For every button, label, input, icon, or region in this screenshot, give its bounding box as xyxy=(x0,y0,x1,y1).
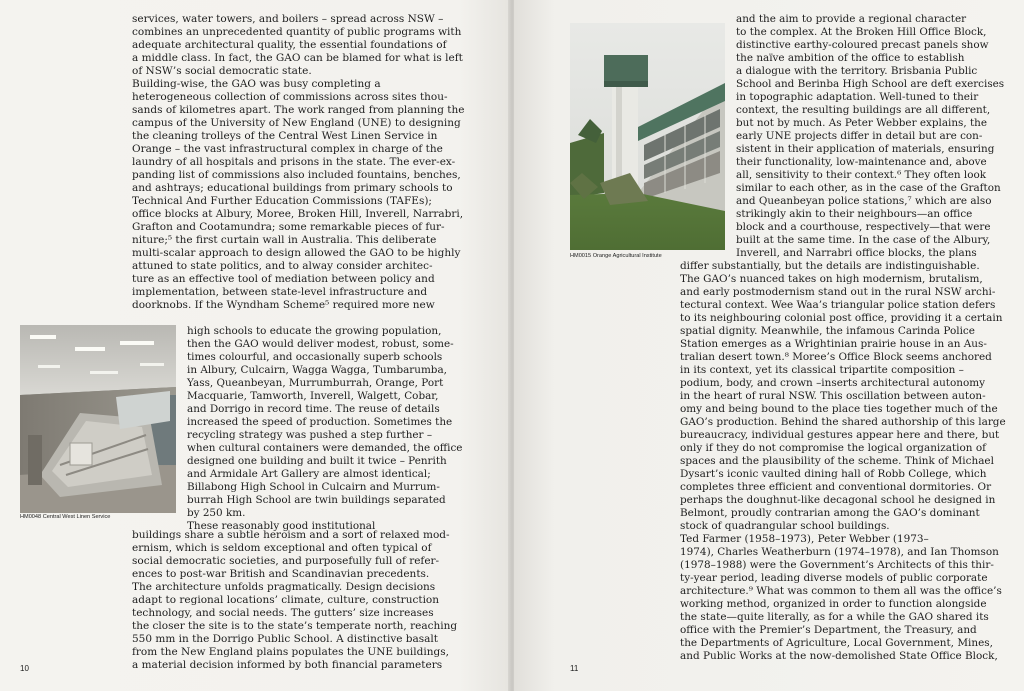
text-line: their functionality, low-maintenance and, above xyxy=(736,156,987,168)
text-line: increased the speed of production. Sometimes the xyxy=(187,416,453,428)
text-line: The architecture unfolds pragmatically. Design decisions xyxy=(132,581,436,593)
text-line: designed one building and built it twice – Penrith xyxy=(187,455,447,467)
text-line: Billabong High School in Culcairn and Murrum- xyxy=(187,481,440,493)
text-line: Yass, Queanbeyan, Murrumburrah, Orange, Port xyxy=(187,377,444,389)
text-line: Station emerges as a Wrightinian prairie house in an Aus- xyxy=(680,338,987,350)
text-line: School and Berinba High School are deft exercises xyxy=(736,78,1005,90)
text-line: spaces and the plausibility of the scheme. Think of Michael xyxy=(680,455,994,467)
right-figure-caption: HM0015 Orange Agricultural Institute xyxy=(570,253,662,259)
text-line: sands of kilometres apart. The work ranged from planning the xyxy=(132,104,465,116)
text-line: Technical And Further Education Commissions (TAFEs); xyxy=(132,195,432,207)
right-text-column-full xyxy=(680,260,1006,663)
text-line: in Albury, Culcairn, Wagga Wagga, Tumbarumba, xyxy=(187,364,447,376)
text-line: ences to post-war British and Scandinavian precedents. xyxy=(132,568,430,580)
text-line: tralian desert town.⁸ Moree’s Office Block seems anchored xyxy=(680,351,992,363)
left-photo-linen-service xyxy=(20,325,176,513)
text-line: The GAO’s nuanced takes on high modernism, brutalism, xyxy=(680,273,983,285)
text-line: when cultural containers were demanded, the office xyxy=(187,442,463,454)
text-line: in its context, yet its classical tripartite composition – xyxy=(680,364,964,376)
text-line: stock of quadrangular school buildings. xyxy=(680,520,890,532)
text-line: completes three efficient and conventional dormitories. Or xyxy=(680,481,992,493)
text-line: Dysart’s iconic vaulted dining hall of Robb College, which xyxy=(680,468,987,480)
text-line: sistent in their application of materials, ensuring xyxy=(736,143,995,155)
text-line: to its neighbouring colonial post office, providing it a certain xyxy=(680,312,1003,324)
text-line: GAO’s production. Behind the shared authorship of this large xyxy=(680,416,1006,428)
right-photo-agricultural-institute xyxy=(570,23,725,250)
text-line: and Public Works at the now-demolished State Office Block, xyxy=(680,650,998,662)
text-line: from the New England plains populates the UNE buildings, xyxy=(132,646,449,658)
text-line: but not by much. As Peter Webber explains, the xyxy=(736,117,987,129)
right-page xyxy=(514,0,1024,691)
text-line: then the GAO would deliver modest, robust, some- xyxy=(187,338,454,350)
text-line: block and a courthouse, respectively—that were xyxy=(736,221,991,233)
text-line: early UNE projects differ in detail but are con- xyxy=(736,130,983,142)
text-line: attuned to state politics, and to alway consider architec- xyxy=(132,260,433,272)
text-line: distinctive earthy-coloured precast panels show xyxy=(736,39,989,51)
text-line: by 250 km. xyxy=(187,507,246,519)
text-line: campus of the University of New England (UNE) to designing xyxy=(132,117,461,129)
text-line: omy and being bound to the place ties together much of the xyxy=(680,403,998,415)
text-line: and the aim to provide a regional character xyxy=(736,13,967,25)
left-text-column-bottom xyxy=(132,529,457,672)
left-figure-caption: HM0048 Central West Linen Service xyxy=(20,514,111,520)
text-line: tectural context. Wee Waa’s triangular police station defers xyxy=(680,299,996,311)
right-text-column-wrap xyxy=(736,13,1004,260)
agricultural-institute-building-image xyxy=(570,23,725,250)
text-line: ture as an effective tool of mediation between policy and xyxy=(132,273,435,285)
text-line: working method, organized in order to function alongside xyxy=(680,598,987,610)
text-line: the naïve ambition of the office to establish xyxy=(736,52,965,64)
text-line: similar to each other, as in the case of the Grafton xyxy=(736,182,1001,194)
text-line: all, sensitivity to their context.⁶ They often look xyxy=(736,169,987,181)
text-line: These reasonably good institutional xyxy=(187,520,376,532)
text-line: adapt to regional locations’ climate, culture, construction xyxy=(132,594,440,606)
left-page xyxy=(0,0,510,691)
text-line: a material decision informed by both financial parameters xyxy=(132,659,443,671)
text-line: built at the same time. In the case of the Albury, xyxy=(736,234,991,246)
text-line: social democratic societies, and purposefully full of refer- xyxy=(132,555,440,567)
text-line: only if they do not compromise the logical organization of xyxy=(680,442,986,454)
text-line: (1978–1988) were the Government’s Architects of this thir- xyxy=(680,559,994,571)
text-line: spatial dignity. Meanwhile, the infamous Carinda Police xyxy=(680,325,975,337)
text-line: Grafton and Cootamundra; some remarkable pieces of fur- xyxy=(132,221,445,233)
text-line: the Departments of Agriculture, Local Government, Mines, xyxy=(680,637,993,649)
text-line: multi-scalar approach to design allowed the GAO to be highly xyxy=(132,247,461,259)
text-line: Macquarie, Tamworth, Inverell, Walgett, Cobar, xyxy=(187,390,439,402)
text-line: of NSW’s social democratic state. xyxy=(132,65,312,77)
text-line: 1974), Charles Weatherburn (1974–1978), and Ian Thomson xyxy=(680,546,999,558)
text-line: services, water towers, and boilers – spread across NSW – xyxy=(132,13,444,25)
text-line: and Queanbeyan police stations,⁷ which are also xyxy=(736,195,992,207)
text-line: niture;⁵ the first curtain wall in Australia. This deliberate xyxy=(132,234,437,246)
text-line: office blocks at Albury, Moree, Broken Hill, Inverell, Narrabri, xyxy=(132,208,464,220)
text-line: times colourful, and occasionally superb schools xyxy=(187,351,443,363)
text-line: architecture.⁹ What was common to them all was the office’s xyxy=(680,585,1002,597)
text-line: and Armidale Art Gallery are almost identical; xyxy=(187,468,431,480)
text-line: panding list of commissions also included fountains, benches, xyxy=(132,169,461,181)
text-line: to the complex. At the Broken Hill Office Block, xyxy=(736,26,987,38)
text-line: Belmont, proudly contrarian among the GAO’s dominant xyxy=(680,507,980,519)
text-line: high schools to educate the growing population, xyxy=(187,325,442,337)
text-line: bureaucracy, individual gestures appear here and there, but xyxy=(680,429,1000,441)
text-line: the closer the site is to the state’s temperate north, reaching xyxy=(132,620,458,632)
text-line: burrah High School are twin buildings separated xyxy=(187,494,446,506)
text-line: Orange – the vast infrastructural complex in charge of the xyxy=(132,143,443,155)
text-line: a dialogue with the territory. Brisbania Public xyxy=(736,65,978,77)
text-line: Ted Farmer (1958–1973), Peter Webber (1973– xyxy=(680,533,929,545)
text-line: technology, and social needs. The gutters’ size increases xyxy=(132,607,434,619)
text-line: perhaps the doughnut-like decagonal school he designed in xyxy=(680,494,996,506)
left-page-number: 10 xyxy=(20,664,29,673)
text-line: the cleaning trolleys of the Central West Linen Service in xyxy=(132,130,438,142)
right-page-number: 11 xyxy=(570,664,579,673)
text-line: podium, body, and crown –inserts architectural autonomy xyxy=(680,377,986,389)
text-line: office with the Premier’s Department, the Treasury, and xyxy=(680,624,977,636)
text-line: and Dorrigo in record time. The reuse of details xyxy=(187,403,440,415)
text-line: in topographic adaptation. Well-tuned to their xyxy=(736,91,979,103)
text-line: 550 mm in the Dorrigo Public School. A distinctive basalt xyxy=(132,633,439,645)
text-line: strikingly akin to their neighbours—an office xyxy=(736,208,973,220)
text-line: the state—quite literally, as for a while the GAO shared its xyxy=(680,611,989,623)
text-line: heterogeneous collection of commissions across sites thou- xyxy=(132,91,448,103)
text-line: combines an unprecedented quantity of public programs with xyxy=(132,26,462,38)
text-line: context, the resulting buildings are all different, xyxy=(736,104,991,116)
text-line: implementation, between state-level infrastructure and xyxy=(132,286,428,298)
text-line: a middle class. In fact, the GAO can be blamed for what is left xyxy=(132,52,463,64)
left-text-column-wrap xyxy=(187,325,462,533)
text-line: differ substantially, but the details are indistinguishable. xyxy=(680,260,980,272)
text-line: doorknobs. If the Wyndham Scheme⁵ required more new xyxy=(132,299,435,311)
text-line: and ashtrays; educational buildings from primary schools to xyxy=(132,182,453,194)
left-text-column-top xyxy=(132,13,464,312)
text-line: Building-wise, the GAO was busy completing a xyxy=(132,78,381,90)
text-line: adequate architectural quality, the essential foundations of xyxy=(132,39,447,51)
text-line: recycling strategy was pushed a step further – xyxy=(187,429,433,441)
linen-service-interior-image xyxy=(20,325,176,513)
text-line: buildings share a subtle heroism and a sort of relaxed mod- xyxy=(132,529,450,541)
text-line: ty-year period, leading diverse models of public corporate xyxy=(680,572,988,584)
text-line: laundry of all hospitals and prisons in the state. The ever-ex- xyxy=(132,156,456,168)
text-line: ernism, which is seldom exceptional and often typical of xyxy=(132,542,432,554)
text-line: and early postmodernism stand out in the rural NSW archi- xyxy=(680,286,996,298)
text-line: in the heart of rural NSW. This oscillation between auton- xyxy=(680,390,986,402)
text-line: Inverell, and Narrabri office blocks, the plans xyxy=(736,247,977,259)
